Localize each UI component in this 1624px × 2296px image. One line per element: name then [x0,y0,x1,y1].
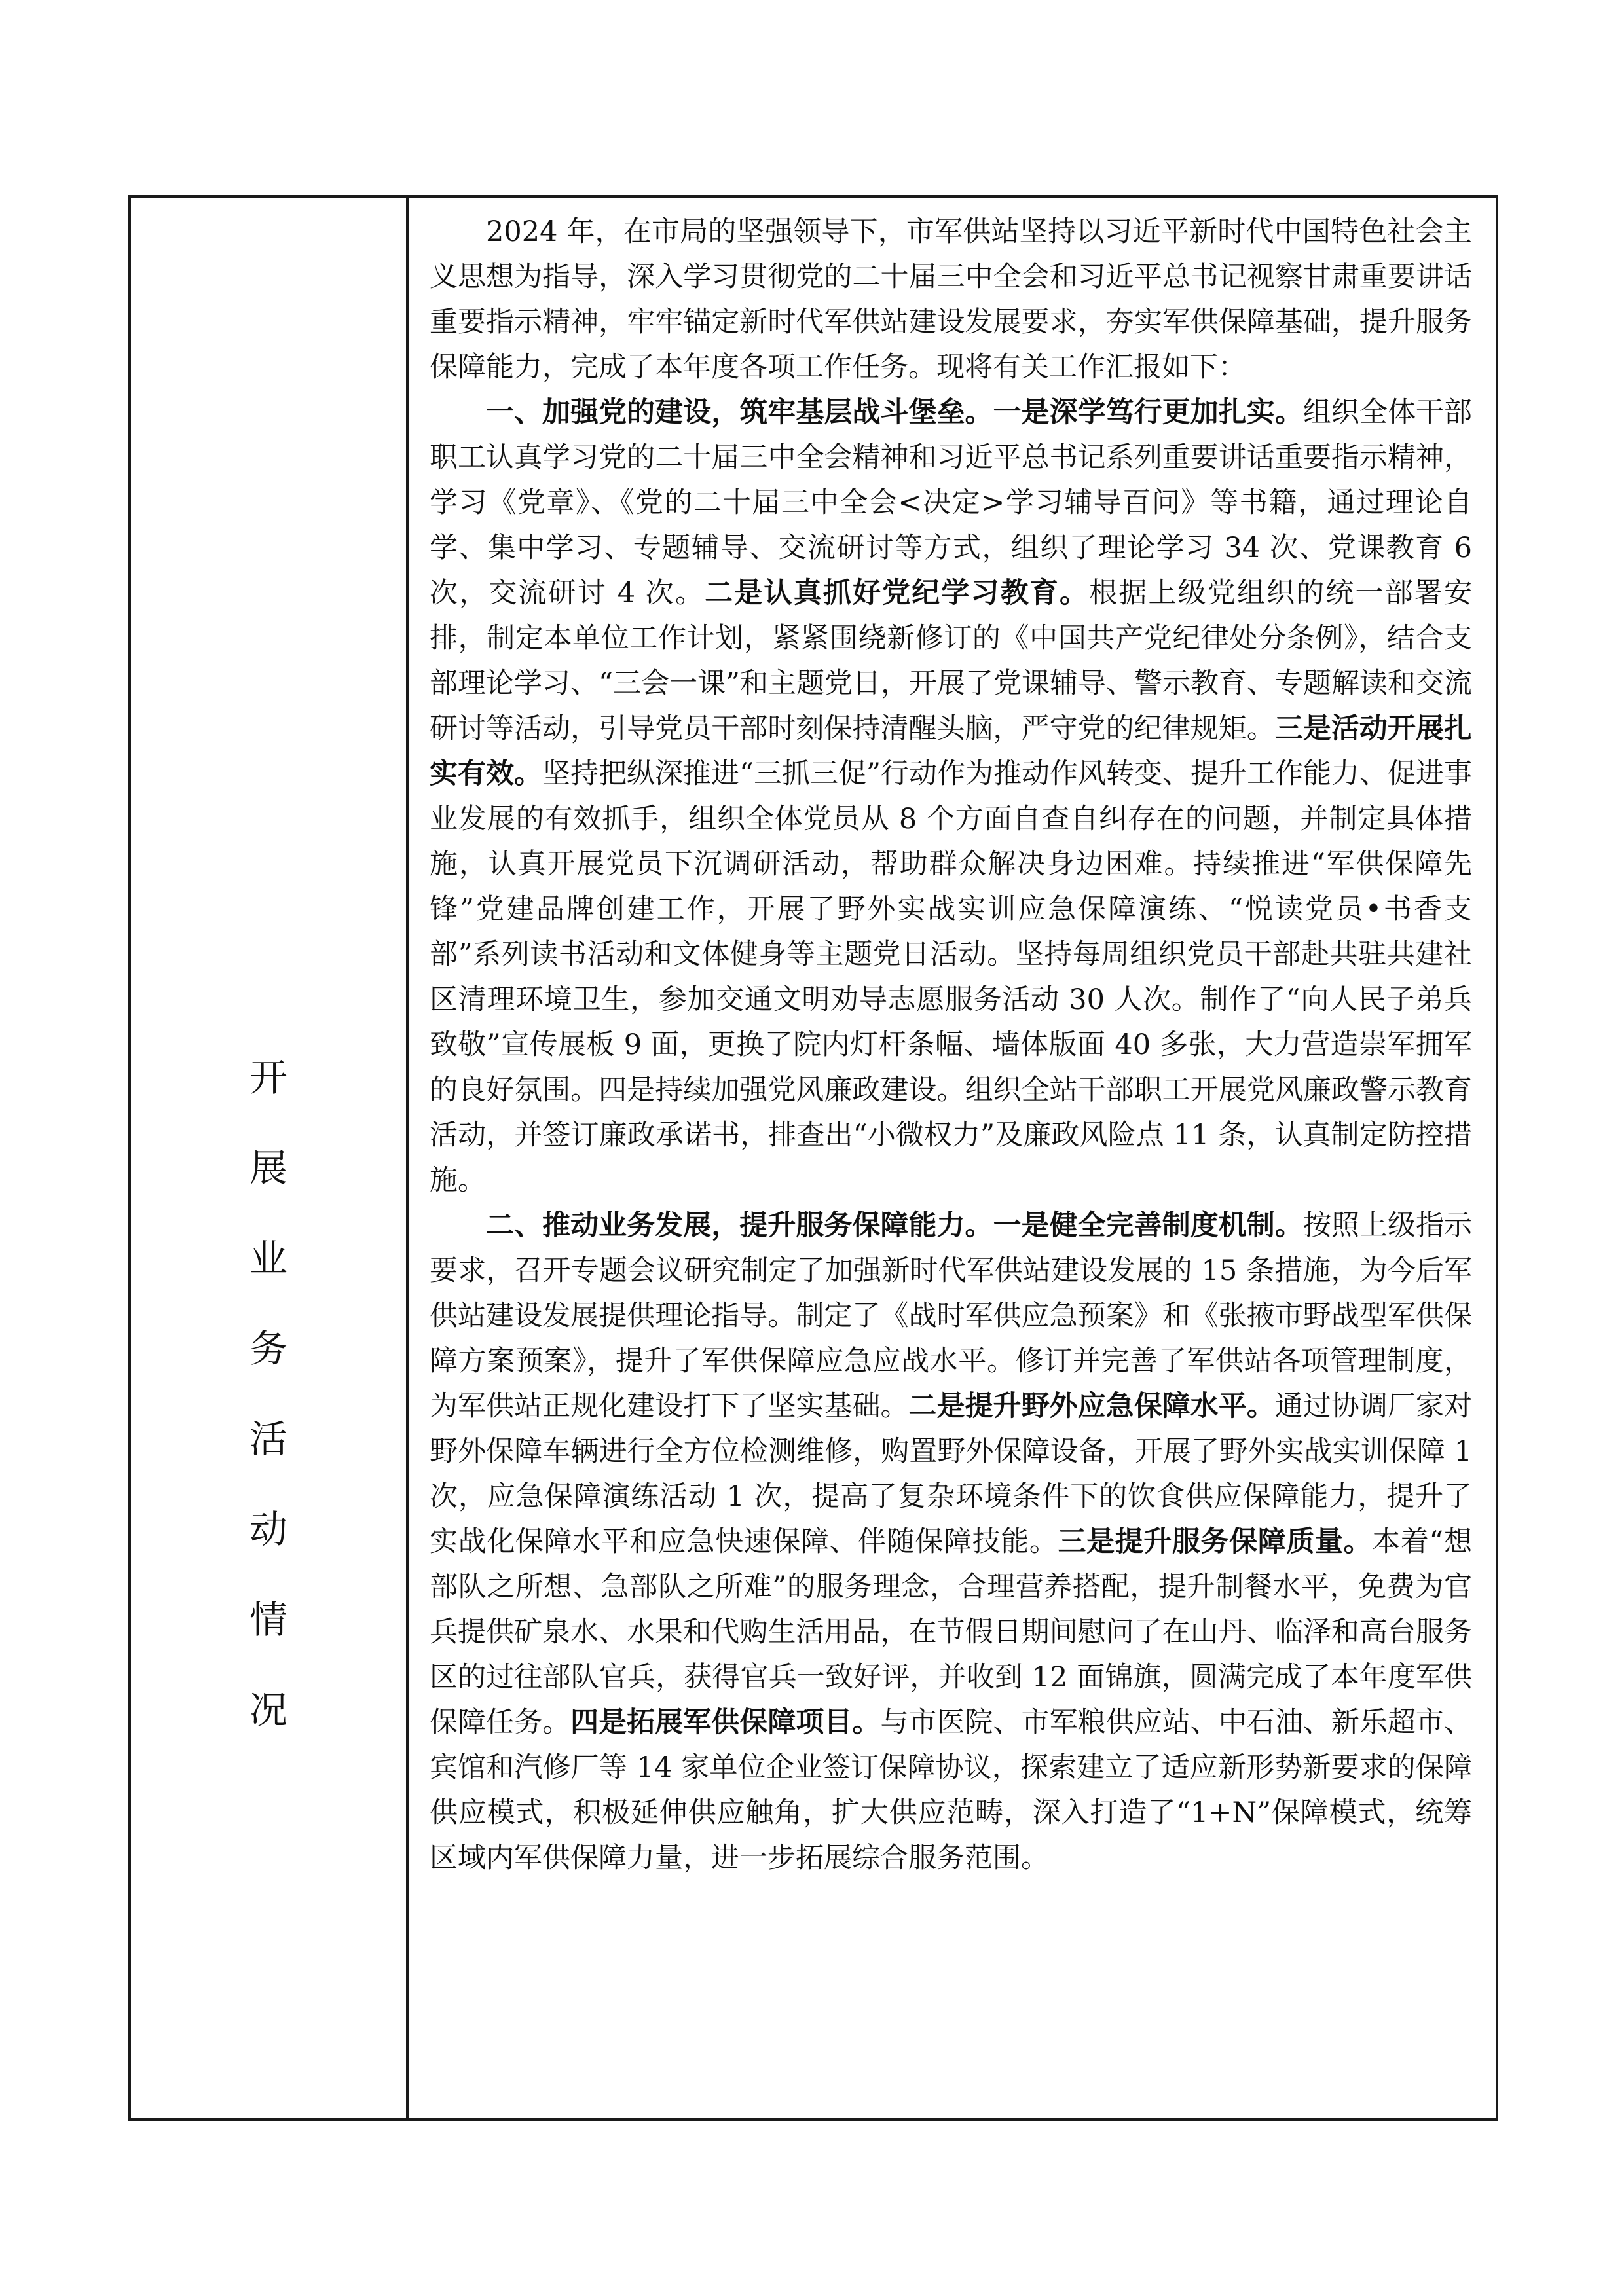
section2-text-1: 按照上级指示要求，召开专题会议研究制定了加强新时代军供站建设发展的 15 条措施，为今后军供站建设发展提供理论指导。制定了《战时军供应急预案》和《张掖市野战型军供保障方案预案》，提升了军供保障应急应战水平。修订并完善了军供站各项管理制度，为军供站正规化建设打下了坚实基础。 [430,1209,1473,1423]
section2-lead-1: 一是健全完善制度机制。 [993,1209,1303,1242]
intro-paragraph: 2024 年，在市局的坚强领导下，市军供站坚持以习近平新时代中国特色社会主义思想为指导，深入学习贯彻党的二十届三中全会和习近平总书记视察甘肃重要讲话重要指示精神，牢牢锚定新时代军供站建设发展要求，夯实军供保障基础，提升服务保障能力，完成了本年度各项工作任务。现将有关工作汇报如下： [430,215,1472,384]
section2-paragraph [430,1203,1472,1881]
label-char: 开 [249,1055,287,1100]
section1-text-1: 组织全体干部职工认真学习党的二十届三中全会精神和习近平总书记系列重要讲话重要指示精神，学习《党章》、《党的二十届三中全会<决定>学习辅导百问》等书籍，通过理论自学、集中学习、专题辅导、交流研讨等方式，组织了理论学习 34 次、党课教育 6 次，交流研讨 4 次。 [430,396,1473,610]
section1-heading: 一、加强党的建设，筑牢基层战斗堡垒。 [486,396,993,429]
section1-lead-3: 三是活动开展扎实有效。 [430,712,1473,790]
section1-text-4: 四是持续加强党风廉政建设。组织全站干部职工开展党风廉政警示教育活动，并签订廉政承诺书，排查出“小微权力”及廉政风险点 11 条，认真制定防控措施。 [430,1074,1473,1197]
content-cell [409,198,1496,2118]
label-char: 展 [249,1146,287,1190]
section2-text-2: 通过协调厂家对野外保障车辆进行全方位检测维修，购置野外保障设备，开展了野外实战实训保障 1 次，应急保障演练活动 1 次，提高了复杂环境条件下的饮食供应保障能力，提升了实战化保障水平和应急快速保障、伴随保障技能。 [430,1390,1473,1558]
report-table [128,195,1498,2121]
section-label [131,1032,406,1755]
section1-paragraph [430,390,1472,1203]
section2-text-3: 本着“想部队之所想、急部队之所难”的服务理念，合理营养搭配，提升制餐水平，免费为官兵提供矿泉水、水果和代购生活用品，在节假日期间慰问了在山丹、临泽和高台服务区的过往部队官兵，获得官兵一致好评，并收到 12 面锦旗，圆满完成了本年度军供保障任务。 [430,1525,1473,1739]
section2-lead-2: 二是提升野外应急保障水平。 [908,1390,1275,1423]
section2-lead-4: 四是拓展军供保障项目。 [570,1706,881,1739]
section1-text-2: 根据上级党组织的统一部署安排，制定本单位工作计划，紧紧围绕新修订的《中国共产党纪律处分条例》，结合支部理论学习、“三会一课”和主题党日，开展了党课辅导、警示教育、专题解读和交流研讨等活动，引导党员干部时刻保持清醒头脑，严守党的纪律规矩。 [430,577,1473,745]
label-char: 业 [249,1236,287,1281]
label-char: 活 [249,1417,287,1461]
label-char: 况 [249,1688,287,1732]
section2-text-4: 与市医院、市军粮供应站、中石油、新乐超市、宾馆和汽修厂等 14 家单位企业签订保障协议，探索建立了适应新形势新要求的保障供应模式，积极延伸供应触角，扩大供应范畴，深入打造了“1+N”保障模式，统筹区域内军供保障力量，进一步拓展综合服务范围。 [430,1706,1473,1874]
label-char: 动 [249,1507,287,1552]
section1-lead-1: 一是深学笃行更加扎实。 [993,396,1303,429]
section2-lead-3: 三是提升服务保障质量。 [1058,1525,1373,1558]
section-label-cell [131,198,409,2118]
section2-heading: 二、推动业务发展，提升服务保障能力。 [486,1209,993,1242]
section1-text-3: 坚持把纵深推进“三抓三促”行动作为推动作风转变、提升工作能力、促进事业发展的有效抓手，组织全体党员从 8 个方面自查自纠存在的问题，并制定具体措施，认真开展党员下沉调研活动，帮助群众解决身边困难。持续推进“军供保障先锋”党建品牌创建工作，开展了野外实战实训应急保障演练、“悦读党员•书香支部”系列读书活动和文体健身等主题党日活动。坚持每周组织党员干部赴共驻共建社区清理环境卫生，参加交通文明劝导志愿服务活动 30 人次。制作了“向人民子弟兵致敬”宣传展板 9 面，更换了院内灯杆条幅、墙体版面 40 多张，大力营造崇军拥军的良好氛围。 [430,757,1473,1106]
label-char: 务 [249,1326,287,1371]
label-char: 情 [249,1597,287,1642]
section1-lead-2: 二是认真抓好党纪学习教育。 [705,577,1090,610]
